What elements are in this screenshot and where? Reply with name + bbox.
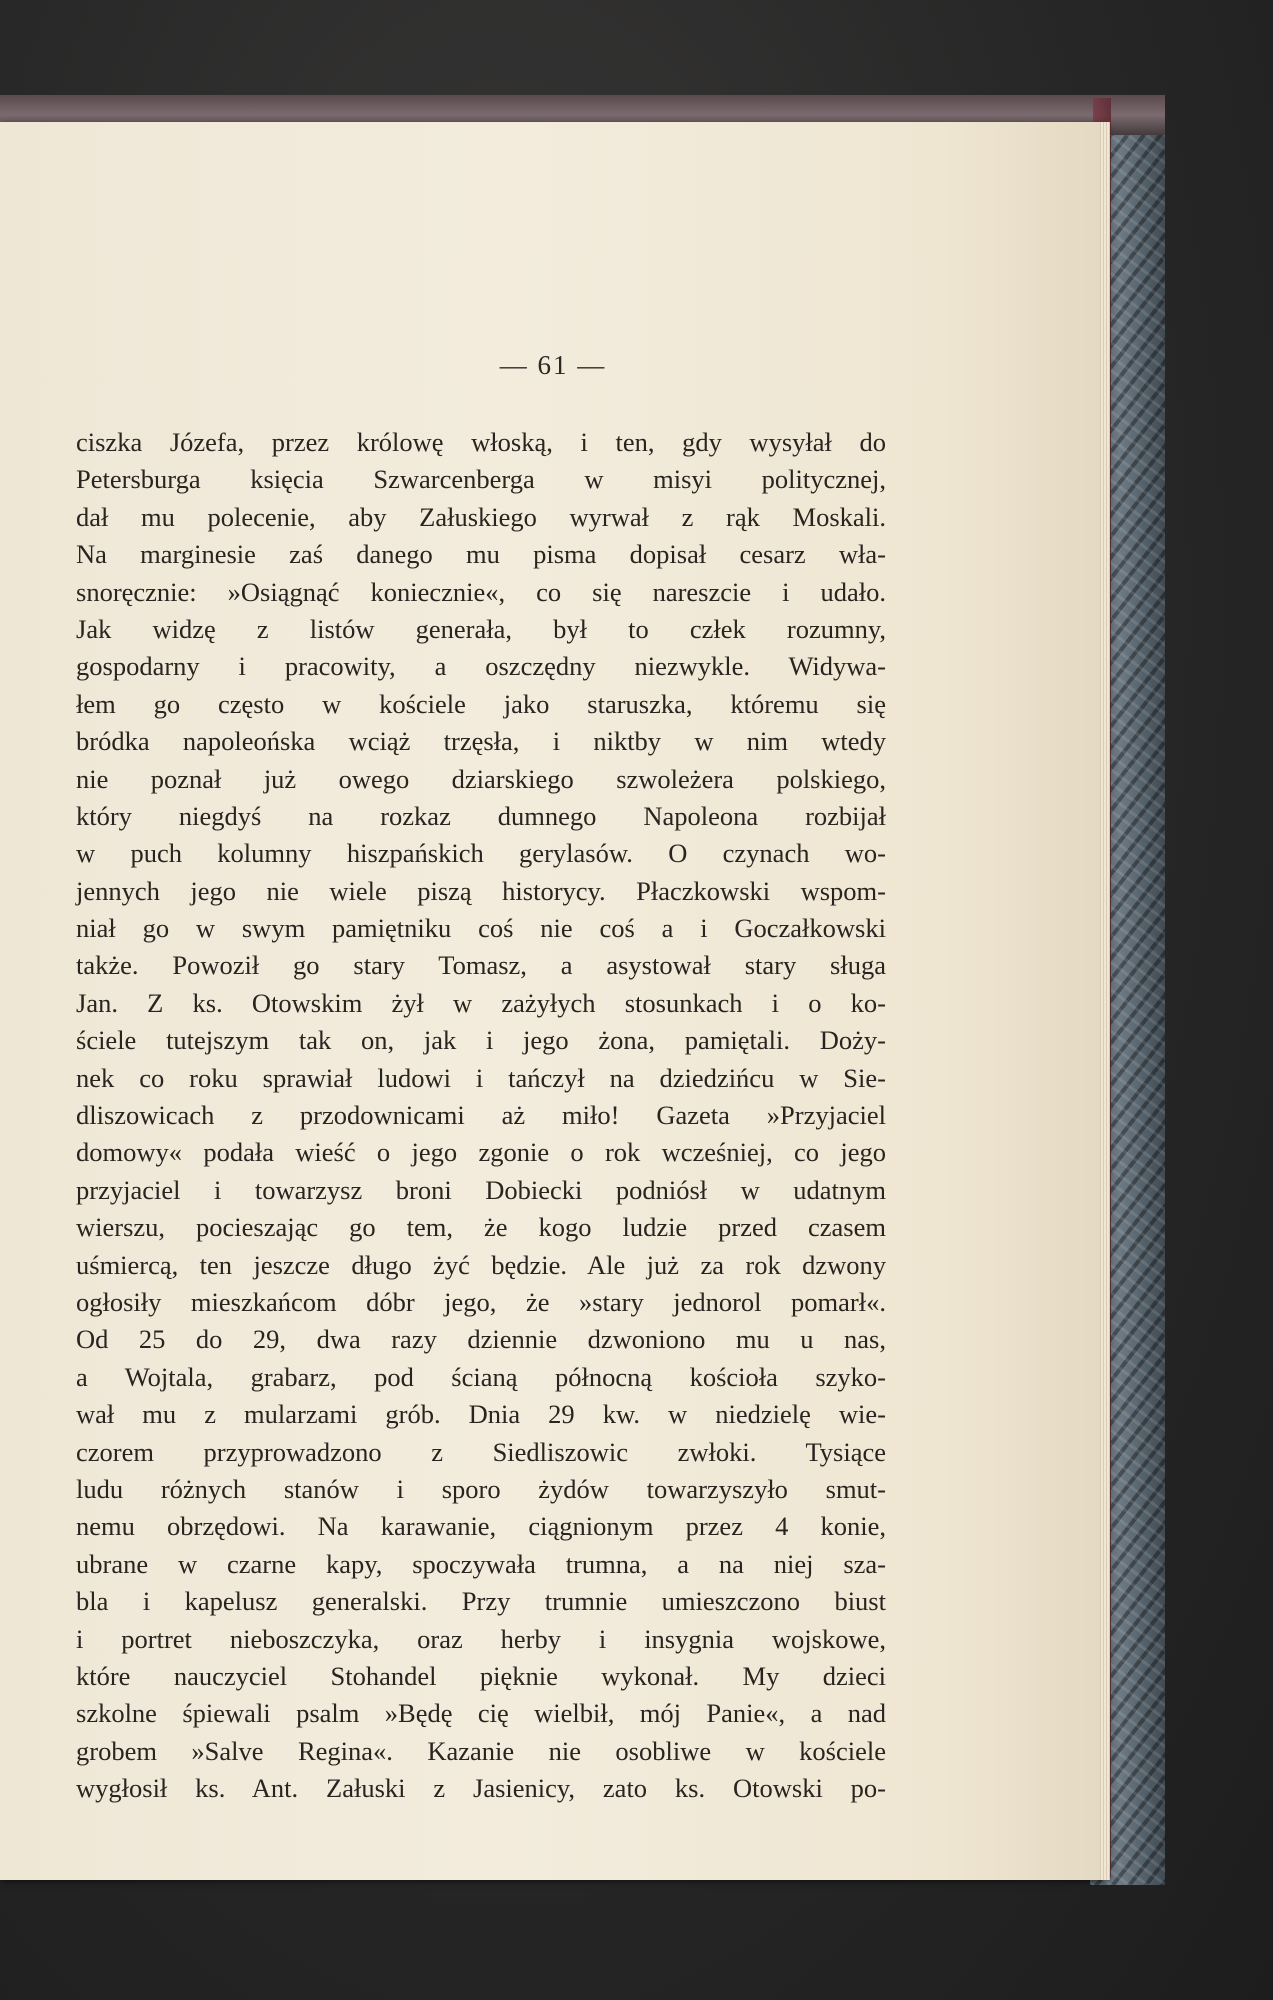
text-line: Na marginesie zaś danego mu pisma dopisał cesarz wła-: [76, 539, 886, 570]
text-line: Jan. Z ks. Otowskim żył w zażyłych stosunkach i o ko-: [76, 987, 886, 1018]
text-line: wał mu z mularzami grób. Dnia 29 kw. w niedzielę wie-: [76, 1399, 886, 1430]
page-body-text: [76, 424, 886, 1807]
text-line: Petersburga księcia Szwarcenberga w misyi politycznej,: [76, 464, 886, 495]
text-line: także. Powoził go stary Tomasz, a asystował stary sługa: [76, 950, 886, 981]
page-stack-edge: [1100, 122, 1110, 1880]
text-line: gospodarny i pracowity, a oszczędny niezwykle. Widywa-: [76, 651, 886, 682]
text-line: bródka napoleońska wciąż trzęsła, i niktby w nim wtedy: [76, 726, 886, 757]
text-line: czorem przyprowadzono z Siedliszowic zwłoki. Tysiące: [76, 1436, 886, 1467]
text-line: Od 25 do 29, dwa razy dziennie dzwoniono mu u nas,: [76, 1324, 886, 1355]
text-line: niał go w swym pamiętniku coś nie coś a i Goczałkowski: [76, 913, 886, 944]
text-line: nek co roku sprawiał ludowi i tańczył na dziedzińcu w Sie-: [76, 1062, 886, 1093]
text-line: które nauczyciel Stohandel pięknie wykonał. My dzieci: [76, 1660, 886, 1691]
text-line: łem go często w kościele jako staruszka, któremu się: [76, 688, 886, 719]
text-line: domowy« podała wieść o jego zgonie o rok wcześniej, co jego: [76, 1137, 886, 1168]
text-line: i portret nieboszczyka, oraz herby i insygnia wojskowe,: [76, 1623, 886, 1654]
text-line: ogłosiły mieszkańcom dóbr jego, że »stary jednorol pomarł«.: [76, 1286, 886, 1317]
text-line: ubrane w czarne kapy, spoczywała trumna, a na niej sza-: [76, 1548, 886, 1579]
text-line: przyjaciel i towarzysz broni Dobiecki podniósł w udatnym: [76, 1174, 886, 1205]
text-line: ściele tutejszym tak on, jak i jego żona, pamiętali. Doży-: [76, 1025, 886, 1056]
text-line: uśmiercą, ten jeszcze długo żyć będzie. Ale już za rok dzwony: [76, 1249, 886, 1280]
text-line: ciszka Józefa, przez królowę włoską, i ten, gdy wysyłał do: [76, 427, 886, 457]
text-line: wierszu, pocieszając go tem, że kogo ludzie przed czasem: [76, 1212, 886, 1243]
text-line: Jak widzę z listów generała, był to człek rozumny,: [76, 613, 886, 644]
text-line: bla i kapelusz generalski. Przy trumnie umieszczono biust: [76, 1586, 886, 1617]
text-line: a Wojtala, grabarz, pod ścianą północną kościoła szyko-: [76, 1361, 886, 1392]
page-number: — 61 —: [499, 350, 607, 380]
book-page: [0, 122, 1106, 1880]
text-line: dał mu polecenie, aby Załuskiego wyrwał z rąk Moskali.: [76, 501, 886, 532]
text-line: nemu obrzędowi. Na karawanie, ciągnionym przez 4 konie,: [76, 1511, 886, 1542]
text-line: szkolne śpiewali psalm »Będę cię wielbił, mój Panie«, a nad: [76, 1698, 886, 1729]
text-line: ludu różnych stanów i sporo żydów towarzyszyło smut-: [76, 1473, 886, 1504]
text-line: dliszowicach z przodownicami aż miło! Gazeta »Przyjaciel: [76, 1100, 886, 1131]
text-line: snoręcznie: »Osiągnąć koniecznie«, co się nareszcie i udało.: [76, 576, 886, 607]
text-line: wygłosił ks. Ant. Załuski z Jasienicy, zato ks. Otowski po-: [76, 1773, 886, 1804]
text-line: który niegdyś na rozkaz dumnego Napoleona rozbijał: [76, 800, 886, 831]
text-line: nie poznał już owego dziarskiego szwoleżera polskiego,: [76, 763, 886, 794]
text-line: w puch kolumny hiszpańskich gerylasów. O czynach wo-: [76, 838, 886, 869]
text-line: grobem »Salve Regina«. Kazanie nie osobliwe w kościele: [76, 1735, 886, 1766]
text-line: jennych jego nie wiele piszą historycy. Płaczkowski wspom-: [76, 875, 886, 906]
